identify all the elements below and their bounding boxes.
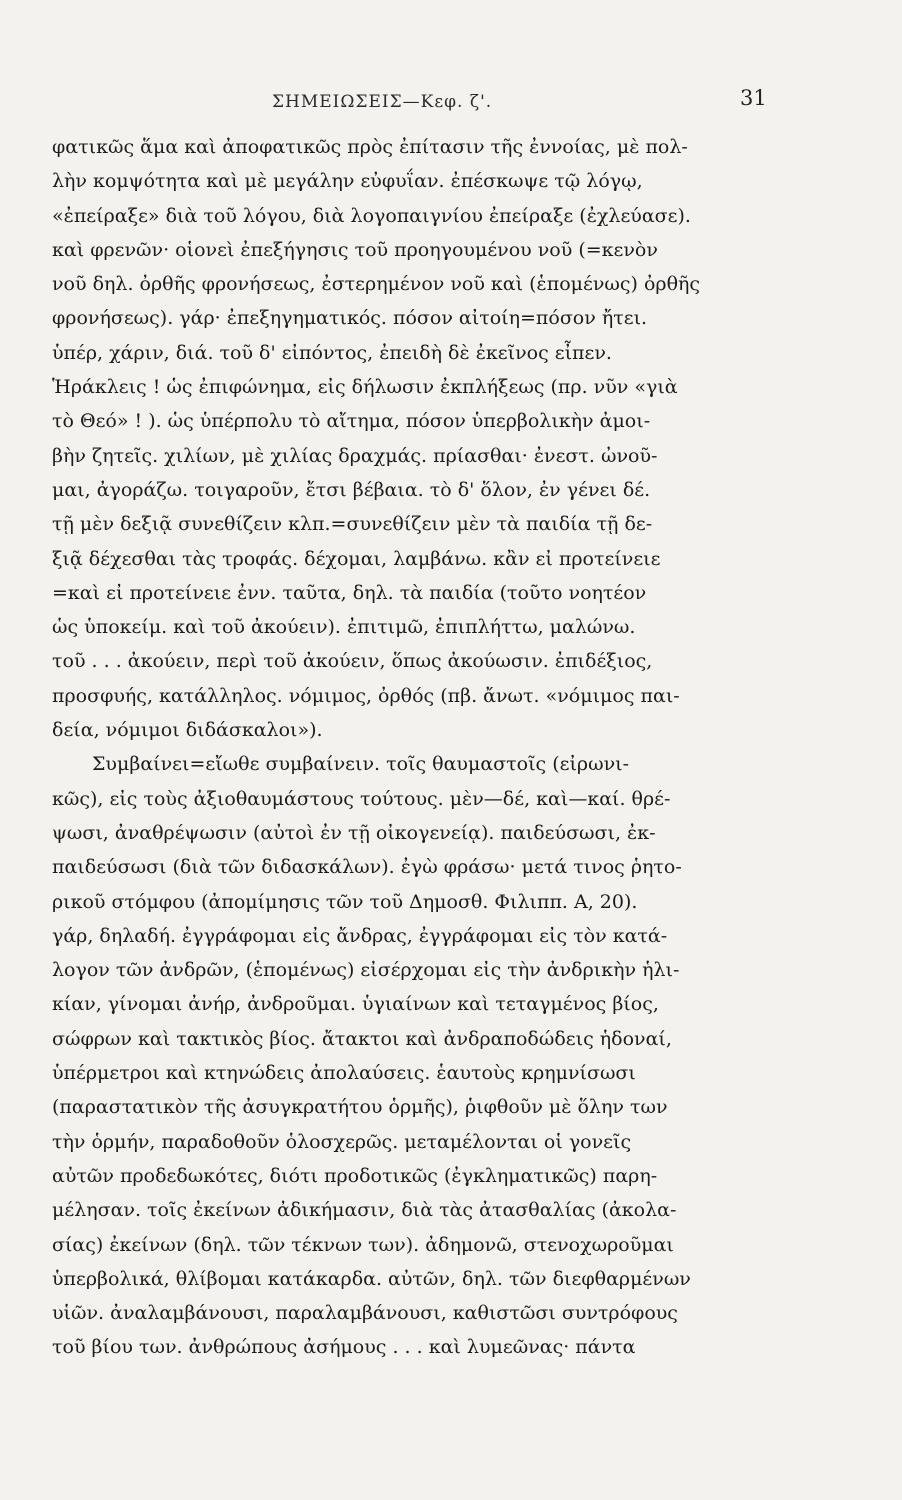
text-line: Ἡράκλεις ! ὡς ἐπιφώνημα, εἰς δήλωσιν ἐκπλήξεως (πρ. νῦν «γιὰ (52, 376, 678, 399)
text-line: «ἐπείραξε» διὰ τοῦ λόγου, διὰ λογοπαιγνίου ἐπείραξε (ἐχλεύασε). (52, 204, 691, 227)
text-line: βὴν ζητεῖς. χιλίων, μὲ χιλίας δραχμάς. πρίασθαι· ἐνεστ. ὠνοῦ- (52, 444, 658, 467)
page-number: 31 (740, 86, 767, 110)
running-head: ΣΗΜΕΙΩΣΕΙΣ—Κεφ. ζ'. (272, 92, 493, 112)
text-line: φρονήσεως). γάρ· ἐπεξηγηματικός. πόσον αἰτοίη=πόσον ἤτει. (52, 307, 648, 330)
text-line: σώφρων καὶ τακτικὸς βίος. ἄτακτοι καὶ ἀνδραποδώδεις ἡδοναί, (52, 1027, 672, 1050)
text-line: προσφυής, κατάλληλος. νόμιμος, ὀρθός (πβ. ἄνωτ. «νόμιμος παι- (52, 684, 680, 707)
text-line: Συμβαίνει=εἴωθε συμβαίνειν. τοῖς θαυμαστοῖς (εἰρωνι- (92, 753, 629, 776)
text-line: ὡς ὑποκείμ. καὶ τοῦ ἀκούειν). ἐπιτιμῶ, ἐπιπλήττω, μαλώνω. (52, 616, 636, 639)
text-line: κῶς), εἰς τοὺς ἀξιοθαυμάστους τούτους. μὲν—δέ, καὶ—καί. θρέ- (52, 787, 671, 810)
text-line: λογον τῶν ἀνδρῶν, (ἑπομένως) εἰσέρχομαι εἰς τὴν ἀνδρικὴν ἡλι- (52, 959, 680, 982)
text-line: κίαν, γίνομαι ἀνήρ, ἀνδροῦμαι. ὑγιαίνων καὶ τεταγμένος βίος, (52, 993, 659, 1016)
text-line: νοῦ δηλ. ὀρθῆς φρονήσεως, ἐστερημένον νοῦ καὶ (ἑπομένως) ὀρθῆς (52, 273, 701, 296)
text-line: =καὶ εἰ προτείνειε ἐνν. ταῦτα, δηλ. τὰ παιδία (τοῦτο νοητέον (52, 581, 647, 604)
text-line: σίας) ἐκείνων (δηλ. τῶν τέκνων των). ἀδημονῶ, στενοχωροῦμαι (52, 1233, 674, 1256)
text-line: τὸ Θεό» ! ). ὡς ὑπέρπολυ τὸ αἴτημα, πόσον ὑπερβολικὴν ἀμοι- (52, 410, 651, 433)
text-line: μέλησαν. τοῖς ἐκείνων ἀδικήμασιν, διὰ τὰς ἀτασθαλίας (ἀκολα- (52, 1199, 677, 1222)
text-line: δεία, νόμιμοι διδάσκαλοι»). (52, 719, 323, 742)
text-line: υἱῶν. ἀναλαμβάνουσι, παραλαμβάνουσι, καθιστῶσι συντρόφους (52, 1302, 678, 1325)
text-line: ξιᾷ δέχεσθαι τὰς τροφάς. δέχομαι, λαμβάνω. κἂν εἰ προτείνειε (52, 547, 661, 570)
page-header (0, 86, 902, 122)
text-line: καὶ φρενῶν· οἱονεὶ ἐπεξήγησις τοῦ προηγουμένου νοῦ (=κενὸν (52, 238, 658, 261)
text-line: παιδεύσωσι (διὰ τῶν διδασκάλων). ἐγὼ φράσω· μετά τινος ῥητο- (52, 856, 682, 879)
text-line: ρικοῦ στόμφου (ἀπομίμησις τῶν τοῦ Δημοσθ. Φιλιππ. Α, 20). (52, 890, 638, 913)
text-line: (παραστατικὸν τῆς ἀσυγκρατήτου ὁρμῆς), ῥιφθοῦν μὲ ὅλην των (52, 1096, 668, 1119)
commentary-text (52, 130, 782, 1365)
text-line: τοῦ βίου των. ἀνθρώπους ἀσήμους . . . καὶ λυμεῶνας· πάντα (52, 1336, 636, 1359)
text-line: ψωσι, ἀναθρέψωσιν (αὐτοὶ ἐν τῇ οἰκογενείᾳ). παιδεύσωσι, ἐκ- (52, 821, 656, 844)
text-line: τοῦ . . . ἀκούειν, περὶ τοῦ ἀκούειν, ὅπως ἀκούωσιν. ἐπιδέξιος, (52, 650, 653, 673)
text-line: αὐτῶν προδεδωκότες, διότι προδοτικῶς (ἐγκληματικῶς) παρη- (52, 1164, 658, 1187)
text-line: φατικῶς ἅμα καὶ ἀποφατικῶς πρὸς ἐπίτασιν τῆς ἐννοίας, μὲ πολ- (52, 136, 688, 158)
text-line: τὴν ὁρμήν, παραδοθοῦν ὁλοσχερῶς. μεταμέλονται οἱ γονεῖς (52, 1130, 632, 1153)
text-line: ὑπέρμετροι καὶ κτηνώδεις ἀπολαύσεις. ἑαυτοὺς κρημνίσωσι (52, 1062, 636, 1085)
text-line: ὑπερβολικά, θλίβομαι κατάκαρδα. αὐτῶν, δηλ. τῶν διεφθαρμένων (52, 1267, 691, 1290)
text-line: μαι, ἀγοράζω. τοιγαροῦν, ἔτσι βέβαια. τὸ δ' ὅλον, ἐν γένει δέ. (52, 478, 651, 501)
text-line: ὑπέρ, χάριν, διά. τοῦ δ' εἰπόντος, ἐπειδὴ δὲ ἐκεῖνος εἶπεν. (52, 341, 612, 364)
text-line: τῇ μὲν δεξιᾷ συνεθίζειν κλπ.=συνεθίζειν μὲν τὰ παιδία τῇ δε- (52, 513, 653, 536)
text-line: λὴν κομψότητα καὶ μὲ μεγάλην εὐφυΐαν. ἐπέσκωψε τῷ λόγῳ, (52, 170, 643, 193)
text-line: γάρ, δηλαδή. ἐγγράφομαι εἰς ἄνδρας, ἐγγράφομαι εἰς τὸν κατά- (52, 924, 668, 947)
